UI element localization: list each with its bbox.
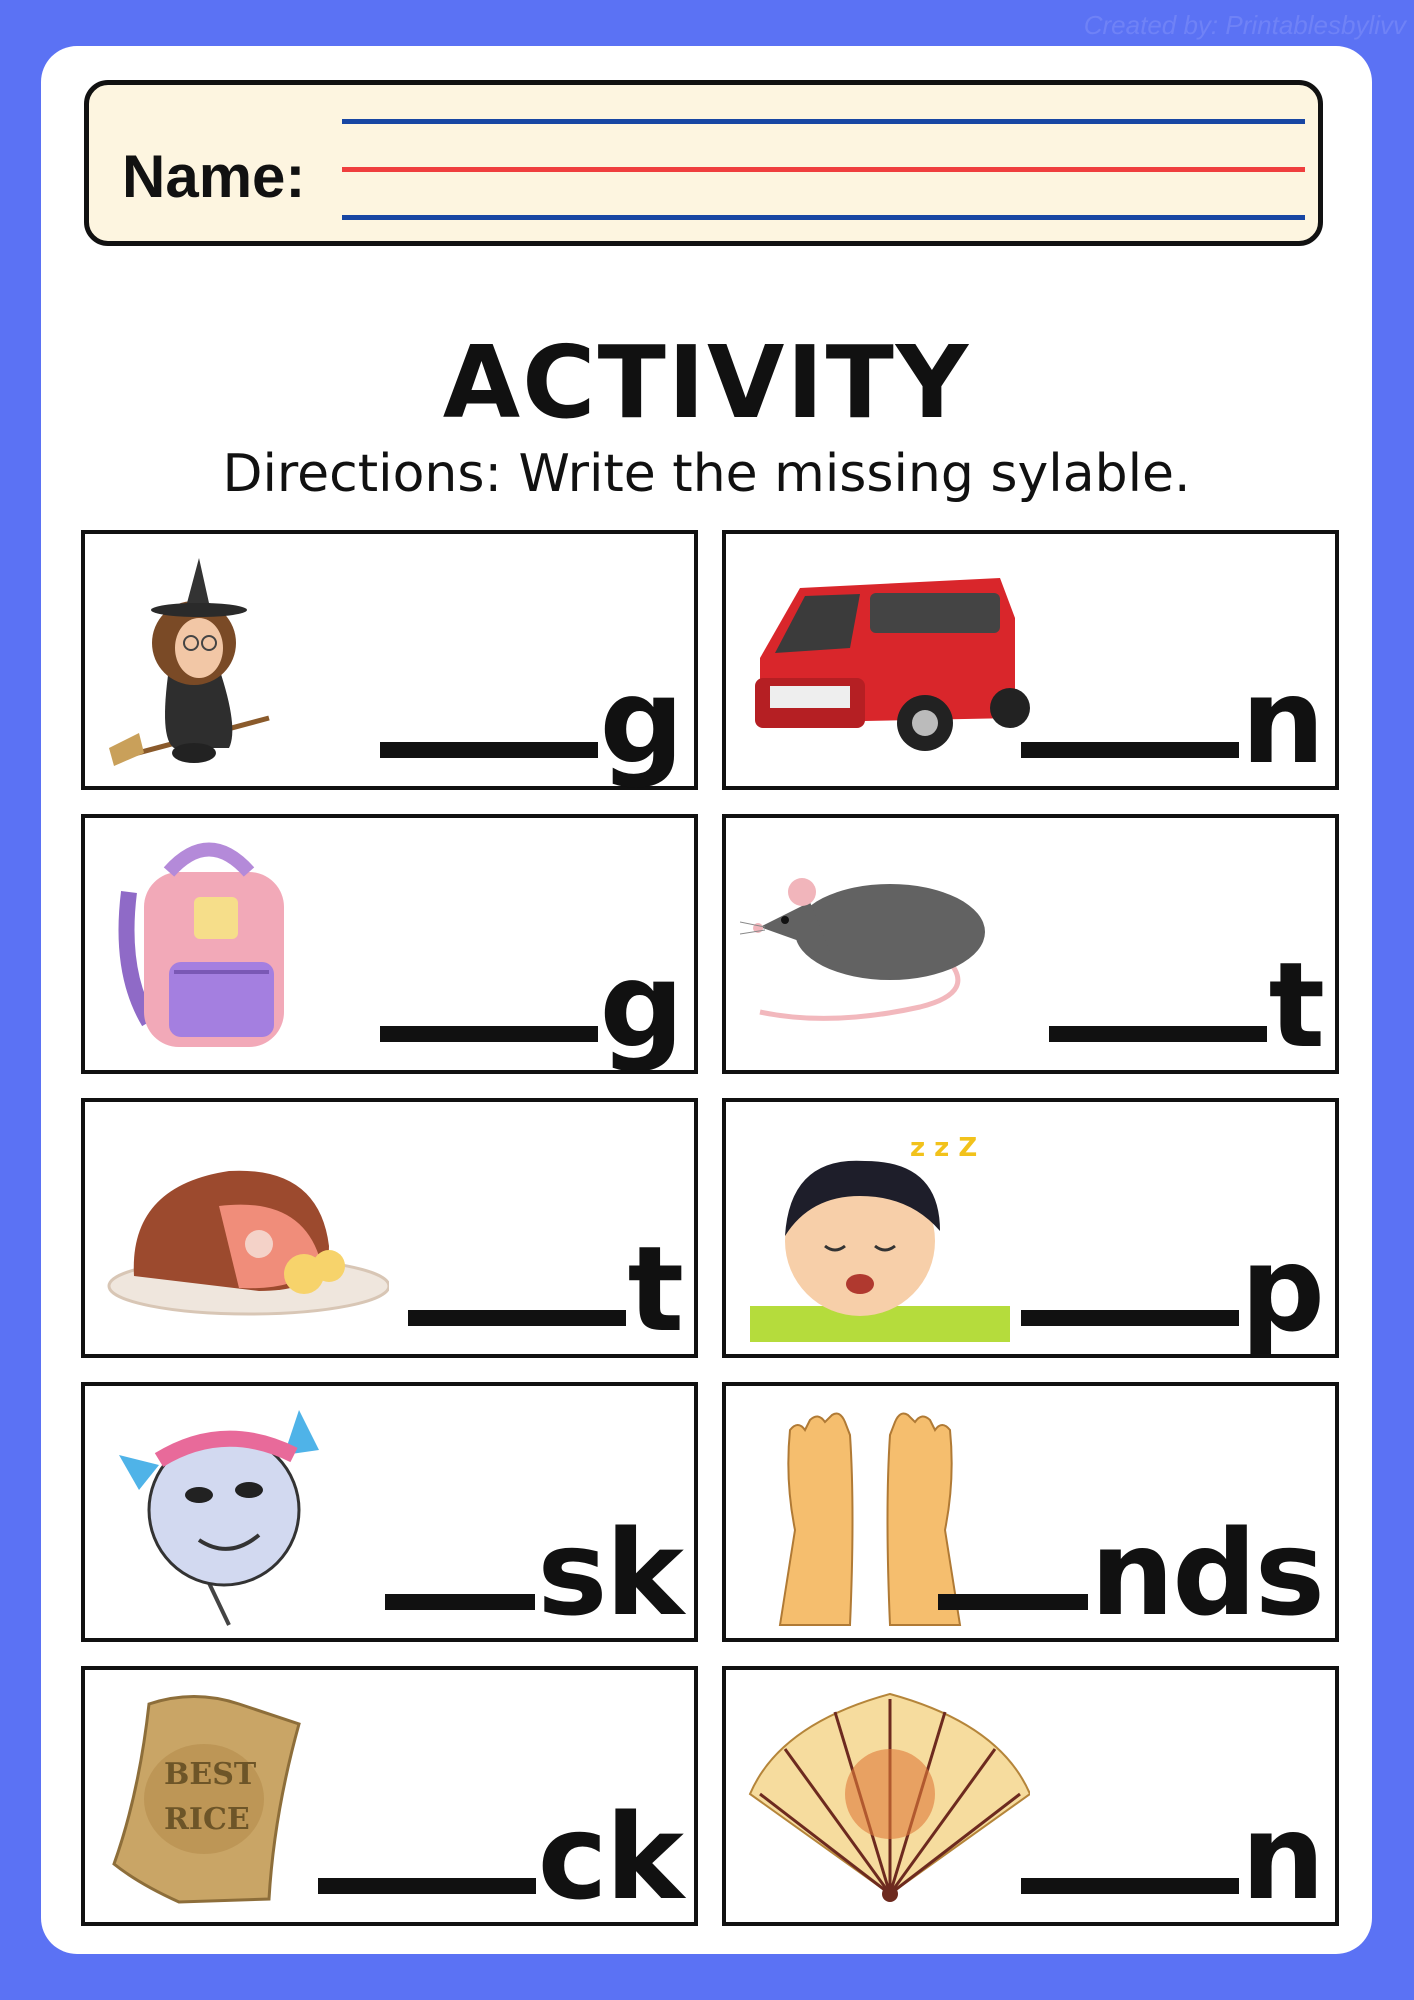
answer-line — [318, 1788, 682, 1926]
sleeping-boy-icon — [740, 1116, 1030, 1342]
van-icon — [740, 548, 1030, 774]
answer-line — [380, 936, 682, 1074]
ham-icon — [99, 1116, 389, 1342]
item-card-bag — [81, 814, 698, 1074]
mask-icon — [99, 1400, 389, 1626]
backpack-icon — [99, 832, 389, 1058]
blank-line[interactable] — [1021, 1878, 1239, 1894]
name-box — [84, 80, 1323, 246]
item-card-hands — [722, 1382, 1339, 1642]
answer-line — [1021, 1788, 1323, 1926]
word-ending: sk — [537, 1504, 682, 1642]
word-ending: t — [627, 1220, 682, 1358]
worksheet — [41, 46, 1372, 1954]
blank-line[interactable] — [380, 742, 598, 758]
page-title: ACTIVITY — [442, 324, 971, 441]
svg-text:z z Z: z z Z — [910, 1133, 978, 1163]
directions-text: Directions: Write the missing sylable. — [222, 444, 1191, 504]
item-card-fan — [722, 1666, 1339, 1926]
answer-line — [1049, 936, 1323, 1074]
answer-line — [385, 1504, 682, 1642]
blank-line[interactable] — [1021, 742, 1239, 758]
item-card-sack — [81, 1666, 698, 1926]
answer-line — [408, 1220, 682, 1358]
word-ending: ck — [537, 1788, 682, 1926]
item-card-mask — [81, 1382, 698, 1642]
fan-icon — [740, 1684, 1030, 1910]
item-card-van — [722, 530, 1339, 790]
item-card-witch — [81, 530, 698, 790]
blank-line[interactable] — [1049, 1026, 1267, 1042]
name-label: Name: — [122, 143, 306, 210]
word-ending: n — [1240, 652, 1323, 790]
blank-line[interactable] — [1021, 1310, 1239, 1326]
answer-line — [380, 652, 682, 790]
blank-line[interactable] — [380, 1026, 598, 1042]
answer-line — [1021, 1220, 1323, 1358]
word-ending: g — [599, 652, 682, 790]
word-ending: g — [599, 936, 682, 1074]
word-ending: p — [1240, 1220, 1323, 1358]
item-card-ham — [81, 1098, 698, 1358]
name-line-top — [342, 119, 1305, 124]
answer-line — [938, 1504, 1323, 1642]
word-ending: nds — [1090, 1504, 1323, 1642]
creator-credit: Created by: Printablesbylivv — [1083, 10, 1406, 40]
sack-text-rice: RICE — [164, 1802, 250, 1837]
blank-line[interactable] — [938, 1594, 1088, 1610]
item-card-sleep — [722, 1098, 1339, 1358]
word-ending: t — [1268, 936, 1323, 1074]
item-card-rat — [722, 814, 1339, 1074]
witch-icon — [99, 548, 389, 774]
blank-line[interactable] — [385, 1594, 535, 1610]
word-ending: n — [1240, 1788, 1323, 1926]
rat-icon — [740, 832, 1030, 1058]
name-line-bottom — [342, 215, 1305, 220]
blank-line[interactable] — [318, 1878, 536, 1894]
answer-line — [1021, 652, 1323, 790]
name-line-middle — [342, 167, 1305, 172]
sack-text-best: BEST — [164, 1757, 257, 1792]
blank-line[interactable] — [408, 1310, 626, 1326]
